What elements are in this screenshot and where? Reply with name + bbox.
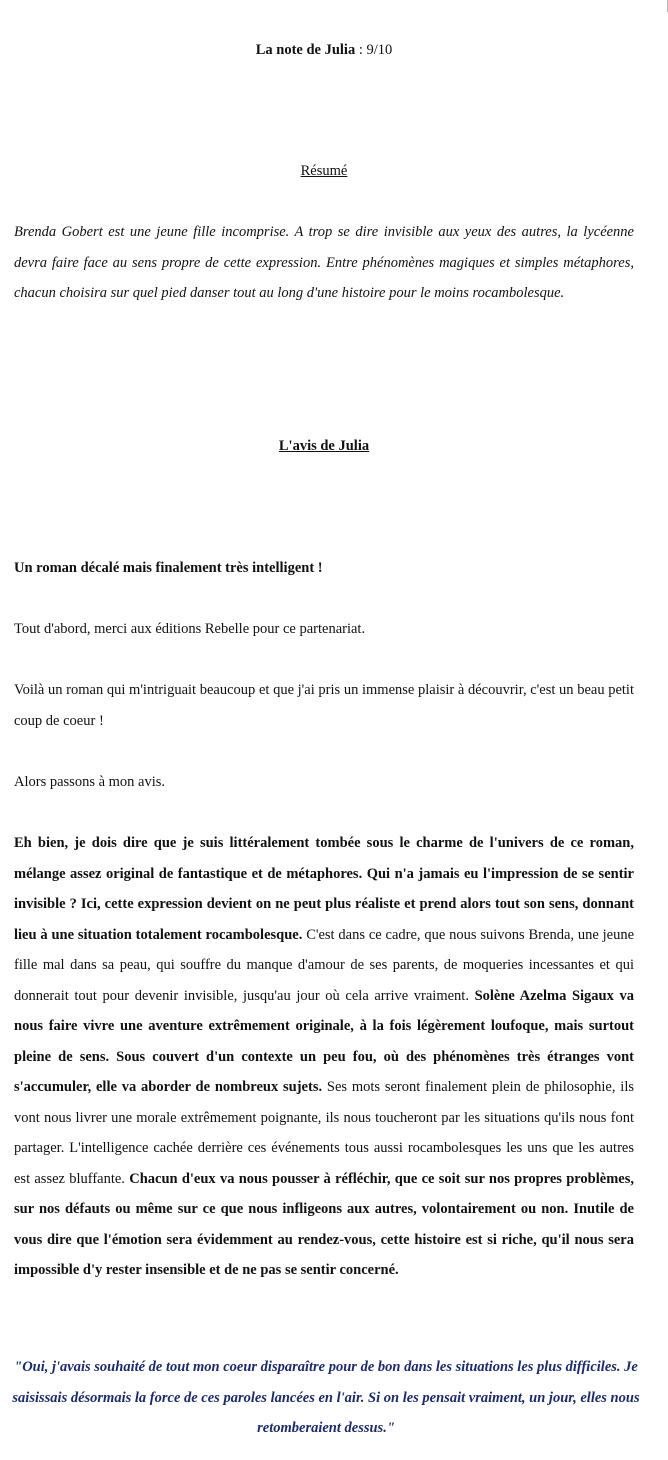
review-paragraph-transition: Alors passons à mon avis. (14, 774, 166, 790)
review-headline: Un roman décalé mais finalement très intelligent ! (14, 560, 323, 576)
resume-heading (14, 156, 634, 187)
review-body-text-2: Ses mots seront finalement plein de philosophie, ils vont nous livrer une morale extrêmement poignante, ils nous toucheront par les situations qu'ils nous font partager. L'intelligence cachée derrière ces événements tous aussi rocambolesques les uns que les autres est assez bluffante. (14, 1079, 634, 1187)
review-body-bold-2: Solène Azelma Sigaux va nous faire vivre une aventure extrêmement originale, à la fois légèrement loufoque, mais surtout pleine de sens. Sous couvert d'un contexte un peu fou, où des phénomènes très étranges vont s'accumuler, elle va aborder de nombreux sujets. (14, 987, 634, 1095)
review-paragraph-intro: Voilà un roman qui m'intriguait beaucoup et que j'ai pris un immense plaisir à découvrir, c'est un beau petit coup de coeur ! (14, 682, 634, 729)
rating-line (14, 35, 634, 66)
avis-heading (14, 431, 634, 462)
review-paragraph-thanks: Tout d'abord, merci aux éditions Rebelle pour ce partenariat. (14, 621, 366, 637)
rating-value: 9/10 (366, 42, 393, 58)
rating-separator: : (355, 42, 367, 58)
review-body (14, 828, 634, 1286)
review-body-bold-1: Eh bien, je dois dire que je suis littéralement tombée sous le charme de l'univers de ce roman, mélange assez original de fantastique et de métaphores. Qui n'a jamais eu l'impression de se sentir invisible ? Ici, cette expression devient on ne peut plus réaliste et prend alors tout son sens, donnant lieu à une situation totalement rocambolesque. (14, 835, 634, 943)
resume-text: Brenda Gobert est une jeune fille incomprise. A trop se dire invisible aux yeux des autres, la lycéenne devra faire face au sens propre de cette expression. Entre phénomènes magiques et simples métaphores, chacun choisira sur quel pied danser tout au long d'une histoire pour le moins rocambolesque. (14, 224, 634, 301)
resume-title: Résumé (300, 163, 348, 179)
review-body-bold-3: Chacun d'eux va nous pousser à réfléchir, que ce soit sur nos propres problèmes, sur nos défauts ou même sur ce que nous infligeons aux autres, volontairement ou non. Inutile de vous dire que l'émotion sera évidemment au rendez-vous, cette histoire est si riche, qu'il nous sera impossible d'y rester insensible et de ne pas se sentir concerné. (14, 1170, 634, 1278)
book-quote: "Oui, j'avais souhaité de tout mon coeur disparaître pour de bon dans les situations les plus difficiles. Je saisissais désormais la force de ces paroles lancées en l'air. Si on les pensait vraiment, un jour, elles nous retomberaient dessus." (12, 1359, 640, 1436)
avis-title: L'avis de Julia (278, 438, 370, 454)
rating-label: La note de Julia (255, 42, 356, 58)
review-body-text-1: C'est dans ce cadre, que nous suivons Brenda, une jeune fille mal dans sa peau, qui souffre du manque d'amour de ses parents, de moqueries incessantes et qui donnerait tout pour devenir invisible, jusqu'au jour où cela arrive vraiment. (14, 926, 635, 1004)
